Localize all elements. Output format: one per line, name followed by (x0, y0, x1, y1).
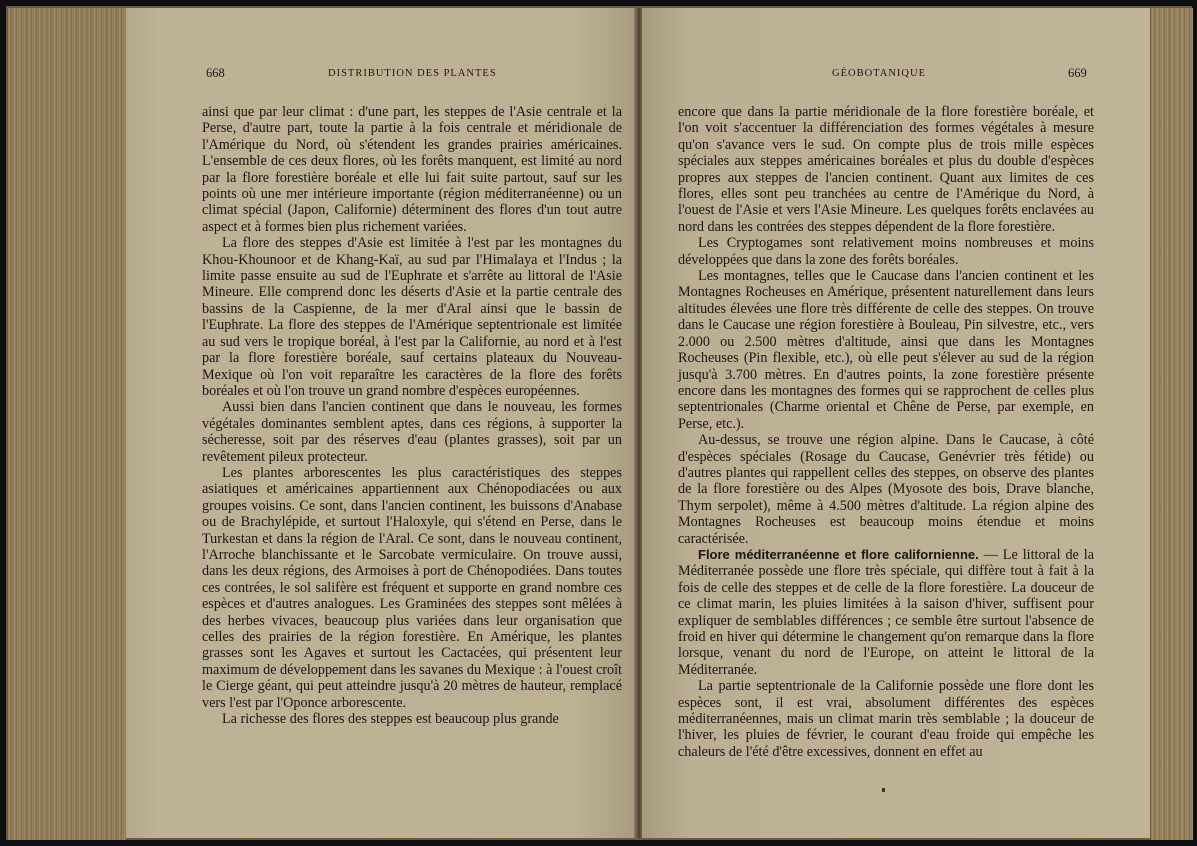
section-title: Flore méditerranéenne et flore californienne. (698, 546, 979, 562)
right-header (642, 66, 1150, 84)
left-header (126, 66, 636, 84)
left-running-head: DISTRIBUTION DES PLANTES (328, 68, 497, 79)
right-page-number: 669 (1068, 66, 1087, 80)
right-running-head: GÉOBOTANIQUE (832, 68, 926, 79)
page-edges-left (8, 8, 127, 840)
right-paragraph: La partie septentrionale de la Californie possède une flore dont les espèces sont, il est vrai, absolument différentes des espèces méditerranéennes, mais un climat marin très semblable ; la douceur de l'hiver, les pluies de février, le courant d'eau froide qui empêche les chaleurs de l'été d'être excessives, donnent en effet au (678, 678, 1094, 760)
left-paragraph: La flore des steppes d'Asie est limitée à l'est par les montagnes du Khou-Khounoor et de Khang-Kaï, au sud par l'Himalaya et l'Indus ; la limite passe ensuite au sud de l'Euphrate et s'arrête au littoral de l'Asie Mineure. Elle comprend donc les déserts d'Asie et la partie centrale des bassins de la Caspienne, de la mer d'Aral ainsi que le bassin de l'Euphrate. La flore des steppes de l'Amérique septentrionale est limitée au sud vers le tropique boréal, à l'est par la Californie, au nord et à l'est par la flore forestière boréale, sauf certains plateaux du Nouveau-Mexique où l'on voit reparaître les caractères de la flore des forêts boréales et où l'on trouve un grand nombre d'espèces européennes. (202, 235, 622, 399)
left-paragraph: ainsi que par leur climat : d'une part, les steppes de l'Asie centrale et la Perse, d'autre part, toute la partie à la fois centrale et méridionale de l'Amérique du Nord, où s'étendent les grandes prairies américaines. L'ensemble de ces deux flores, où les forêts manquent, est limité au nord par la flore forestière boréale et elle lui fait suite partout, sauf sur les points où une mer intérieure importante (région méditerranéenne) ou un climat spécial (Japon, Californie) déterminent des flores d'un tout autre aspect et à formes bien plus richement variées. (202, 104, 622, 235)
right-page (642, 8, 1150, 838)
right-paragraph: encore que dans la partie méridionale de la flore forestière boréale, et l'on voit s'accentuer la différenciation des formes végétales à mesure qu'on s'avance vers le sud. On compte plus de trois mille espèces spéciales aux steppes américaines boréales et plus du double d'espèces propres aux steppes de l'ancien continent. Quant aux limites de ces flores, elles sont peu tranchées au centre de l'Amérique du Nord, à l'ouest de l'Asie et vers l'Asie Mineure. Les quelques forêts enclavées au nord dans les contrées des steppes dépendent de la flore forestière. (678, 104, 1094, 235)
ink-speck (882, 788, 885, 792)
left-paragraph: Les plantes arborescentes les plus caractéristiques des steppes asiatiques et américaines appartiennent aux Chénopodiacées ou aux groupes voisins. Ce sont, dans l'ancien continent, les buissons d'Anabase ou de Brachylépide, et surtout l'Haloxyle, qui s'étend en Perse, dans le Turkestan et dans la région de l'Aral. Ce sont, dans le nouveau continent, l'Arroche blanchissante et le Sarcobate vermiculaire. On trouve aussi, dans les deux régions, des Armoises à port de Chénopodiées. Dans toutes ces contrées, le sol salifère est fréquent et supporte en grand nombre ces espèces et d'autres analogues. Les Graminées des steppes sont mêlées à des herbes vivaces, beaucoup plus variées dans leur organisation que celles des prairies de la région forestière. En Amérique, les plantes grasses sont les Agaves et surtout les Cactacées, qui présentent leur maximum de développement dans les savanes du Mexique : à l'ouest croît le Cierge géant, qui peut atteindre jusqu'à 20 mètres de hauteur, remplacé vers l'est par l'Oponce arborescente. (202, 464, 622, 711)
left-paragraph: Aussi bien dans l'ancien continent que dans le nouveau, les formes végétales dominantes semblent aptes, dans ces régions, à supporter la sécheresse, soit par des réserves d'eau (plantes grasses), soit par un revêtement pileux protecteur. (202, 399, 622, 465)
section-paragraph (678, 547, 1094, 678)
left-page-number: 668 (206, 66, 225, 80)
left-paragraph: La richesse des flores des steppes est beaucoup plus grande (222, 711, 559, 728)
section-text: — Le littoral de la Méditerranée possède une flore très spéciale, qui diffère tout à fait à la fois de celle des steppes et de celle de la flore forestière. La douceur de ce climat marin, les pluies limitées à la saison d'hiver, suffisent pour expliquer de semblables différences ; ce semble être surtout l'absence de froid en hiver qui détermine le changement qu'on remarque dans la flore lorsque, venant du nord de l'Europe, on atteint le littoral de la Méditerranée. (678, 546, 1094, 678)
left-page (126, 8, 636, 838)
right-paragraph: Les montagnes, telles que le Caucase dans l'ancien continent et les Montagnes Rocheuses en Amérique, présentent naturellement dans leurs altitudes élevées une flore très différente de celle des steppes. On trouve dans le Caucase une région forestière à Bouleau, Pin silvestre, etc., vers 2.000 ou 2.500 mètres d'altitude, ainsi que dans les Montagnes Rocheuses (Pin flexible, etc.), où elle peut s'élever au sud de la région jusqu'à 3.700 mètres. En d'autres points, la zone forestière présente encore dans les montagnes des formes qui se rapprochent de celles plus septentrionales (Charme oriental et Chêne de Perse, par exemple, en Perse, etc.). (678, 268, 1094, 432)
right-paragraph: Au-dessus, se trouve une région alpine. Dans le Caucase, à côté d'espèces spéciales (Rosage du Caucase, Genévrier très fétide) ou d'autres plantes qui rappellent celles des steppes, on observe des plantes de la flore forestière ou des Alpes (Myosote des bois, Drave blanche, Thym serpolet), même à 4.500 mètres d'altitude. La région alpine des Montagnes Rocheuses est beaucoup moins étendue et moins caractérisée. (678, 432, 1094, 547)
left-text-block (202, 104, 622, 727)
right-paragraph: Les Cryptogames sont relativement moins nombreuses et moins développées que dans la zone des forêts boréales. (678, 235, 1094, 268)
page-edges-right (1151, 8, 1193, 840)
right-text-block (678, 104, 1094, 760)
